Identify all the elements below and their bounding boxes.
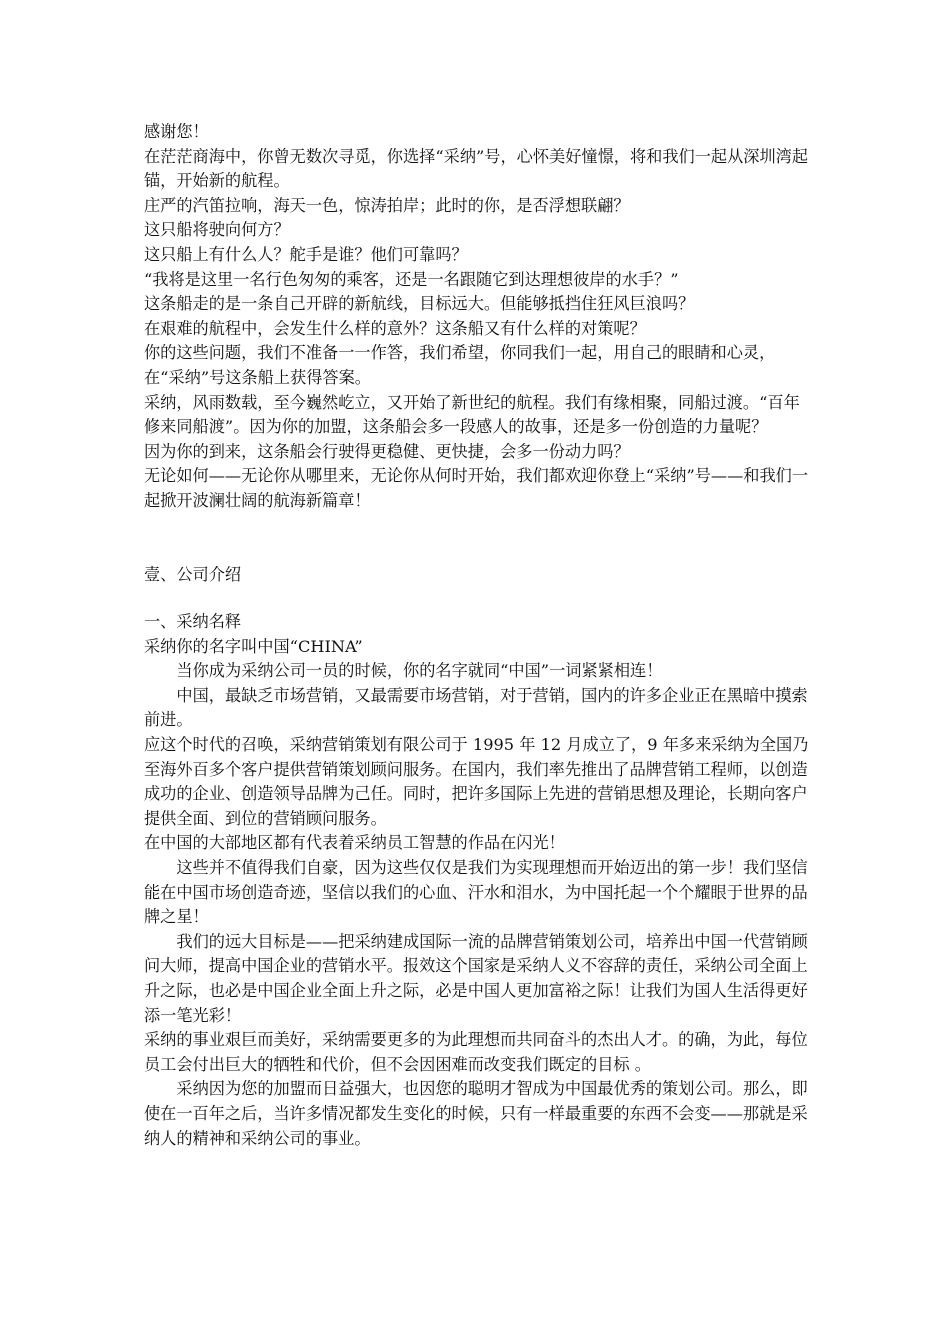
- subsection-title: 一、采纳名释: [144, 612, 242, 632]
- intro-paragraph-4: 这只船将驶向何方？: [144, 220, 290, 240]
- intro-paragraph-1: 感谢您！: [144, 122, 209, 141]
- intro-paragraph-2: 在茫茫商海中，你曾无数次寻觅，你选择“采纳”号，心怀美好憧憬，将和我们一起从深圳湾起锚，开始新的航程。: [144, 146, 809, 191]
- body-paragraph-6: 我们的远大目标是——把采纳建成国际一流的品牌营销策划公司，培养出中国一代营销顾问大师，提高中国企业的营销水平。报效这个国家是采纳人义不容辞的责任，采纳公司全面上升之际，也必是中国企业全面上升之际，必是中国人更加富裕之际！让我们为国人生活得更好添一笔光彩！: [144, 931, 808, 1025]
- intro-paragraph-12: 无论如何——无论你从哪里来，无论你从何时开始，我们都欢迎你登上“采纳”号——和我们一起掀开波澜壮阔的航海新篇章！: [144, 466, 809, 510]
- body-paragraph-2: 中国，最缺乏市场营销，又最需要市场营销，对于营销，国内的许多企业正在黑暗中摸索前进。: [144, 685, 808, 730]
- body-paragraph-3: 应这个时代的召唤，采纳营销策划有限公司于 1995 年 12 月成立了，9 年多来采纳为全国乃至海外百多个客户提供营销策划顾问服务。在国内，我们率先推出了品牌营销工程师，以创造成功的企业、创造领导品牌为己任。同时，把许多国际上先进的营销思想及理论，长期向客户提供全面、到位的营销顾问服务。: [144, 735, 809, 828]
- intro-paragraph-11: 因为你的到来，这条船会行驶得更稳健、更快捷，会多一份动力吗？: [144, 441, 630, 461]
- intro-paragraph-8: 在艰难的航程中，会发生什么样的意外？这条船又有什么样的对策呢？: [144, 318, 646, 338]
- body-paragraph-7: 采纳的事业艰巨而美好，采纳需要更多的为此理想而共同奋斗的杰出人才。的确，为此，每位员工会付出巨大的牺牲和代价，但不会因困难而改变我们既定的目标 。: [144, 1030, 808, 1074]
- body-paragraph-1: 当你成为采纳公司一员的时候，你的名字就同“中国”一词紧紧相连！: [176, 661, 663, 681]
- body-paragraph-8: 采纳因为您的加盟而日益强大，也因您的聪明才智成为中国最优秀的策划公司。那么，即使在一百年之后，当许多情况都发生变化的时候，只有一样最重要的东西不会变——那就是采纳人的精神和采纳公司的事业。: [144, 1079, 808, 1148]
- intro-paragraph-6: “我将是这里一名行色匆匆的乘客，还是一名跟随它到达理想彼岸的水手？”: [144, 269, 679, 289]
- intro-paragraph-3: 庄严的汽笛拉响，海天一色，惊涛拍岸；此时的你，是否浮想联翩？: [144, 195, 630, 215]
- body-paragraph-5: 这些并不值得我们自豪，因为这些仅仅是我们为实现理想而开始迈出的第一步！我们坚信能在中国市场创造奇迹，坚信以我们的心血、汗水和泪水，为中国托起一个个耀眼于世界的品牌之星！: [144, 858, 808, 927]
- section-title: 壹、公司介绍: [144, 564, 242, 584]
- intro-paragraph-9: 你的这些问题，我们不准备一一作答，我们希望，你同我们一起，用自己的眼睛和心灵，在“采纳”号这条船上获得答案。: [144, 343, 776, 387]
- intro-paragraph-5: 这只船上有什么人？舵手是谁？他们可靠吗？: [144, 244, 468, 264]
- body-paragraph-4: 在中国的大部地区都有代表着采纳员工智慧的作品在闪光！: [144, 833, 565, 853]
- document-page: [144, 120, 812, 1151]
- intro-paragraph-10: 采纳，风雨数载，至今巍然屹立，又开始了新世纪的航程。我们有缘相聚，同船过渡。“百年修来同船渡”。因为你的加盟，这条船会多一段感人的故事，还是多一份创造的力量呢？: [144, 392, 800, 437]
- subsection-subtitle: 采纳你的名字叫中国“CHINA”: [144, 636, 363, 656]
- intro-paragraph-7: 这条船走的是一条自己开辟的新航线，目标远大。但能够抵挡住狂风巨浪吗？: [144, 294, 695, 314]
